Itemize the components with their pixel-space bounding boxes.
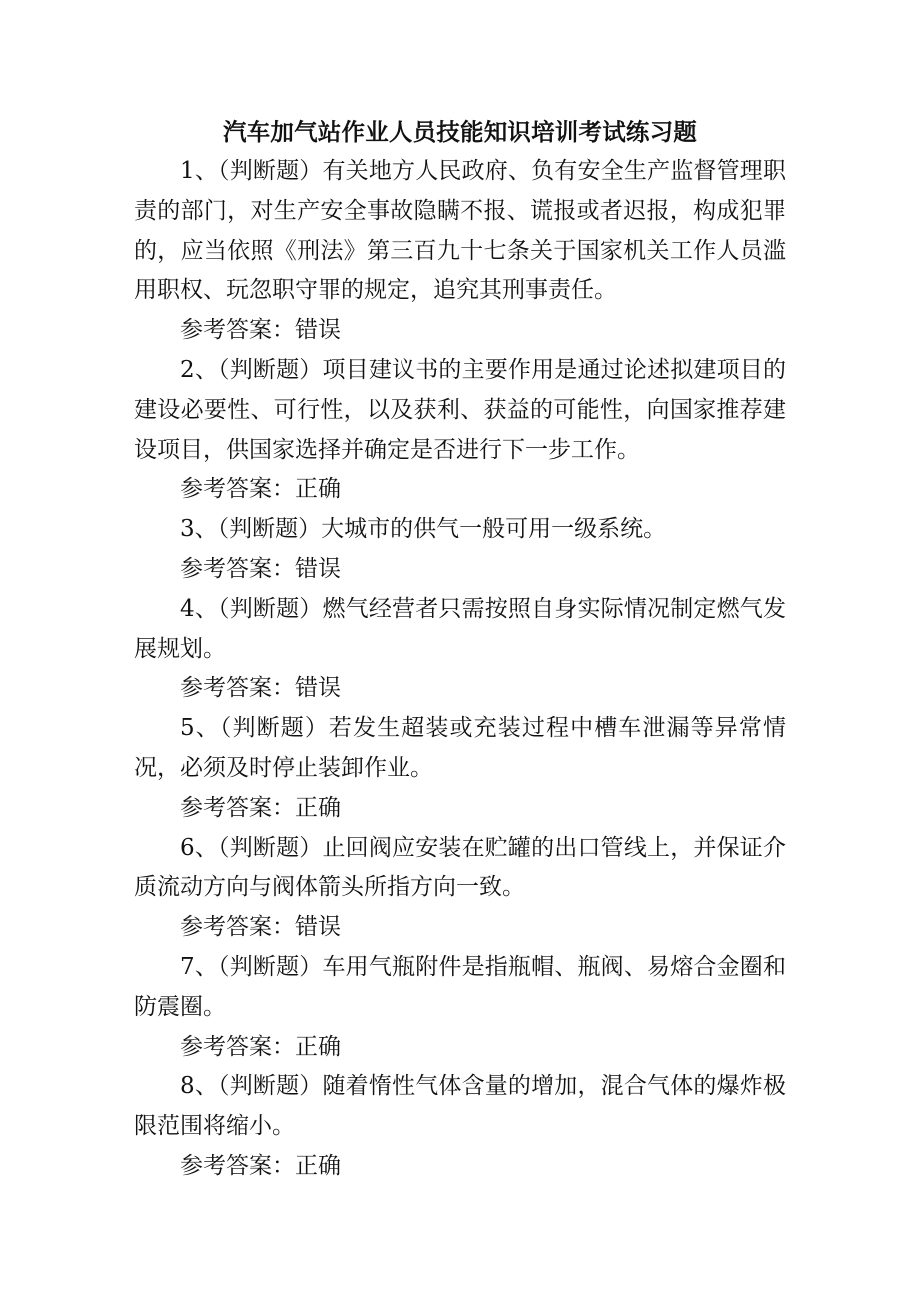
question-text: 1、（判断题）有关地方人民政府、负有安全生产监督管理职责的部门，对生产安全事故隐瞒不报、谎报或者迟报，构成犯罪的，应当依照《刑法》第三百九十七条关于国家机关工作人员滥用职权、玩忽职守罪的规定，追究其刑事责任。 — [134, 158, 786, 304]
answer-text: 参考答案：错误 — [180, 555, 341, 582]
question-text: 7、（判断题）车用气瓶附件是指瓶帽、瓶阀、易熔合金圈和防震圈。 — [134, 953, 786, 1020]
answer-text: 参考答案：错误 — [180, 675, 341, 702]
question-text: 5、（判断题）若发生超装或充装过程中槽车泄漏等异常情况，必须及时停止装卸作业。 — [134, 715, 786, 781]
answer-text: 参考答案：正确 — [180, 476, 341, 503]
answer-text: 参考答案：正确 — [180, 794, 341, 821]
answer-text: 参考答案：错误 — [180, 914, 341, 941]
answer-text: 参考答案：错误 — [180, 317, 341, 344]
question-text: 4、（判断题）燃气经营者只需按照自身实际情况制定燃气发展规划。 — [134, 595, 786, 662]
answer-text: 参考答案：正确 — [180, 1033, 341, 1060]
document-title: 汽车加气站作业人员技能知识培训考试练习题 — [223, 118, 697, 146]
question-text: 2、（判断题）项目建议书的主要作用是通过论述拟建项目的建设必要性、可行性，以及获利、获益的可能性，向国家推荐建设项目，供国家选择并确定是否进行下一步工作。 — [134, 356, 786, 463]
question-text: 6、（判断题）止回阀应安装在贮罐的出口管线上，并保证介质流动方向与阀体箭头所指方向一致。 — [134, 834, 786, 901]
question-list — [134, 152, 786, 1187]
question-text: 3、（判断题）大城市的供气一般可用一级系统。 — [180, 516, 667, 543]
answer-text: 参考答案：正确 — [180, 1152, 341, 1179]
question-text: 8、（判断题）随着惰性气体含量的增加，混合气体的爆炸极限范围将缩小。 — [134, 1073, 786, 1140]
